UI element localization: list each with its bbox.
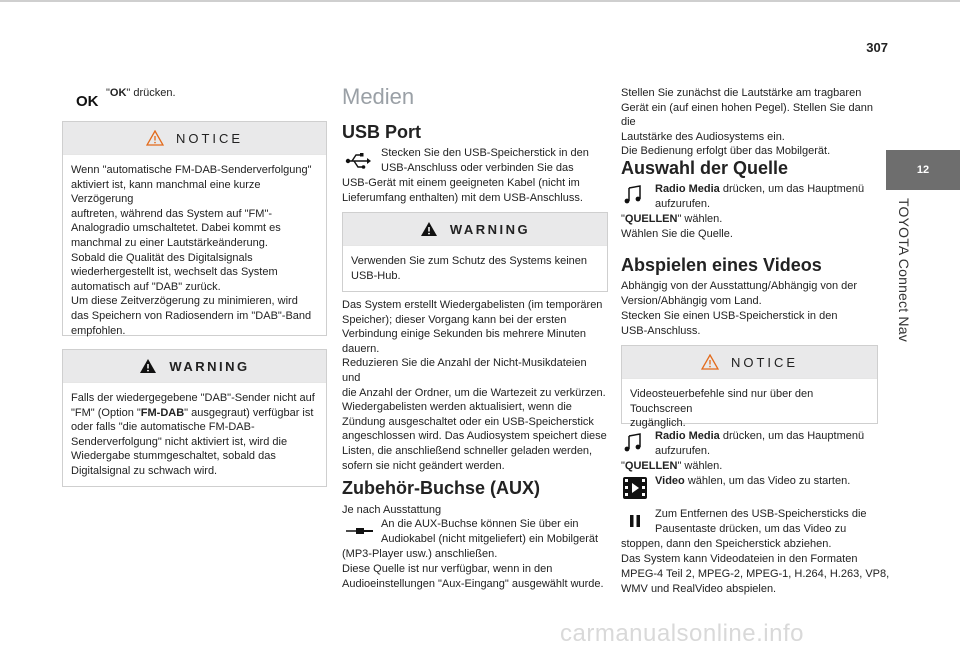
para-line: Verbindung einige Sekunden bis mehrere Minuten <box>342 328 586 341</box>
para-line: Zündung ausgeschaltet oder ein USB-Speicherstick <box>342 415 594 428</box>
aux-text-l0: Je nach Ausstattung <box>342 504 442 516</box>
quelle-step-1: Radio Media drücken, um das Hauptmenü <box>655 183 865 195</box>
heading-auswahl-quelle: Auswahl der Quelle <box>621 158 789 178</box>
warning-box-dab <box>62 349 327 487</box>
ok-symbol: OK <box>76 93 99 110</box>
intro-line: Stellen Sie zunächst die Lautstärke am tragbaren <box>621 87 862 99</box>
warning-line: Verwenden Sie zum Schutz des Systems keinen <box>351 255 588 267</box>
notice-line: wiederhergestellt ist, wechselt das System <box>71 266 278 279</box>
page-number: 307 <box>866 40 888 55</box>
music-note-icon <box>624 433 642 458</box>
pause-text-l1: Zum Entfernen des USB-Speichersticks die <box>655 508 867 520</box>
aux-text-l1: An die AUX-Buchse können Sie über ein <box>381 518 579 530</box>
usb-text-l3: USB-Gerät mit einem geeigneten Kabel (nicht im <box>342 177 580 189</box>
video-step-1b: aufzurufen. <box>655 445 711 457</box>
notice-title: NOTICE <box>175 130 244 146</box>
heading-aux: Zubehör-Buchse (AUX) <box>342 478 540 498</box>
pause-text-l3: stoppen, dann den Speicherstick abziehen. <box>621 538 832 550</box>
notice-line: Um diese Zeitverzögerung zu minimieren, wird <box>71 295 298 308</box>
intro-line: Gerät ein (auf einen hohen Pegel). Stellen Sie dann die <box>621 101 873 129</box>
warning-box-usb-hub <box>342 212 608 292</box>
video-text-l3: Stecken Sie einen USB-Speicherstick in den <box>621 310 838 322</box>
notice-line: manchmal zu einer Lautstärkeänderung. <box>71 236 268 249</box>
notice-box-video <box>621 345 878 430</box>
aux-jack-icon <box>346 524 374 543</box>
para-line: Listen, die anschließend schneller geladen werden, <box>342 444 593 457</box>
notice-line: Videosteuerbefehle sind nur über den Touchscreen <box>630 388 814 415</box>
warning-title: WARNING <box>169 358 250 374</box>
aux-text-l4: Diese Quelle ist nur verfügbar, wenn in den <box>342 563 553 575</box>
chapter-label: TOYOTA Connect Nav <box>896 198 912 342</box>
video-step-3: Video wählen, um das Video zu starten. <box>655 475 851 487</box>
para-line: Das System erstellt Wiedergabelisten (im temporären <box>342 299 603 311</box>
warning-line: Senderverfolgung" nicht aktiviert ist, wird die <box>71 435 288 448</box>
warning-line: Falls der wiedergegebene "DAB"-Sender nicht auf <box>71 392 315 404</box>
watermark: carmanualsonline.info <box>560 620 804 647</box>
aux-text-l5: Audioeinstellungen "Aux-Eingang" ausgewählt wurde. <box>342 578 604 590</box>
caution-outline-icon <box>146 130 164 146</box>
pause-icon <box>628 514 642 533</box>
usb-text-l4: Lieferumfang enthalten) mit dem USB-Anschluss. <box>342 192 583 204</box>
usb-icon <box>345 150 371 177</box>
warning-line: USB-Hub. <box>351 269 401 282</box>
intro-line: Die Bedienung erfolgt über das Mobilgerät. <box>621 145 831 158</box>
notice-line: automatisch auf "DAB" zurück. <box>71 280 221 293</box>
formats-text-l3: WMV und RealVideo abspielen. <box>621 583 777 595</box>
quelle-step-2: "QUELLEN" wählen. <box>621 213 723 225</box>
playlist-paragraph <box>342 298 607 473</box>
notice-box-fm-dab <box>62 121 327 336</box>
intro-line: Lautstärke des Audiosystems ein. <box>621 130 785 143</box>
chapter-tab[interactable]: 12 <box>886 150 960 190</box>
aux-text-l3: (MP3-Player usw.) anschließen. <box>342 548 498 560</box>
usb-text-l1: Stecken Sie den USB-Speicherstick in den <box>381 147 589 159</box>
para-line: Speicher); dieser Vorgang kann bei der ersten <box>342 313 567 326</box>
warning-line: Wiedergabe stummgeschaltet, sobald das <box>71 450 276 463</box>
video-text-l2: Version/Abhängig vom Land. <box>621 295 762 307</box>
notice-line: das Speichern von Radiosendern im "DAB"-Band <box>71 309 312 322</box>
para-line: dauern. <box>342 342 380 355</box>
quelle-step-3: Wählen Sie die Quelle. <box>621 228 733 240</box>
para-line: Wiedergabelisten werden aktualisiert, wenn die <box>342 401 572 414</box>
notice-line: zugänglich. <box>630 417 686 430</box>
caution-outline-icon <box>701 354 719 370</box>
heading-video: Abspielen eines Videos <box>621 255 822 275</box>
warning-body <box>63 383 326 489</box>
notice-body <box>63 155 326 348</box>
video-film-icon <box>622 476 648 505</box>
heading-usb-port: USB Port <box>342 122 422 142</box>
warning-triangle-icon <box>139 358 157 374</box>
notice-line: Sobald die Qualität des Digitalsignals <box>71 251 253 264</box>
notice-line: empfohlen. <box>71 324 126 337</box>
ok-instruction: "OK" drücken. <box>106 87 176 99</box>
video-step-2: "QUELLEN" wählen. <box>621 460 723 472</box>
formats-text-l1: Das System kann Videodateien in den Formaten <box>621 553 858 565</box>
formats-text-l2: MPEG-4 Teil 2, MPEG-2, MPEG-1, H.264, H.263, VP8, <box>621 568 890 580</box>
warning-triangle-icon <box>420 221 438 237</box>
music-note-icon <box>624 185 642 210</box>
top-rule <box>0 0 960 18</box>
warning-body <box>343 246 607 293</box>
pause-text-l2: Pausentaste drücken, um das Video zu <box>655 523 847 535</box>
video-text-l4: USB-Anschluss. <box>621 325 701 337</box>
notice-header <box>63 122 326 155</box>
notice-line: Wenn "automatische FM-DAB-Senderverfolgung" <box>71 164 312 176</box>
para-line: sofern sie nicht geändert werden. <box>342 459 505 472</box>
volume-intro <box>621 86 881 159</box>
warning-title: WARNING <box>449 221 531 237</box>
notice-header <box>622 346 877 379</box>
warning-header <box>63 350 326 383</box>
para-line: angeschlossen wird. Das Audiosystem speichert diese <box>342 430 607 443</box>
quelle-step-1b: aufzurufen. <box>655 198 711 210</box>
video-text-l1: Abhängig von der Ausstattung/Abhängig von der <box>621 280 858 292</box>
notice-title: NOTICE <box>730 354 799 370</box>
para-line: Reduzieren Sie die Anzahl der Nicht-Musikdateien und <box>342 357 587 384</box>
section-title-medien: Medien <box>342 84 415 109</box>
notice-line: aktiviert ist, kann manchmal eine kurze Verzögerung <box>71 178 261 206</box>
notice-line: Analogradio umschaltetet. Dabei kommt es <box>71 222 281 235</box>
video-step-1: Radio Media drücken, um das Hauptmenü <box>655 430 865 442</box>
warning-header <box>343 213 607 246</box>
warning-line: "FM" (Option "FM-DAB" ausgegraut) verfügbar ist <box>71 406 314 419</box>
usb-text-l2: USB-Anschluss oder verbinden Sie das <box>381 162 574 174</box>
warning-line: Digitalsignal zu schwach wird. <box>71 464 218 477</box>
aux-text-l2: Audiokabel (nicht mitgeliefert) ein Mobilgerät <box>381 533 599 545</box>
warning-line: oder falls "die automatische FM-DAB- <box>71 421 255 434</box>
notice-line: auftreten, während das System auf "FM"- <box>71 207 273 220</box>
para-line: die Anzahl der Ordner, um die Wartezeit zu verkürzen. <box>342 386 606 399</box>
